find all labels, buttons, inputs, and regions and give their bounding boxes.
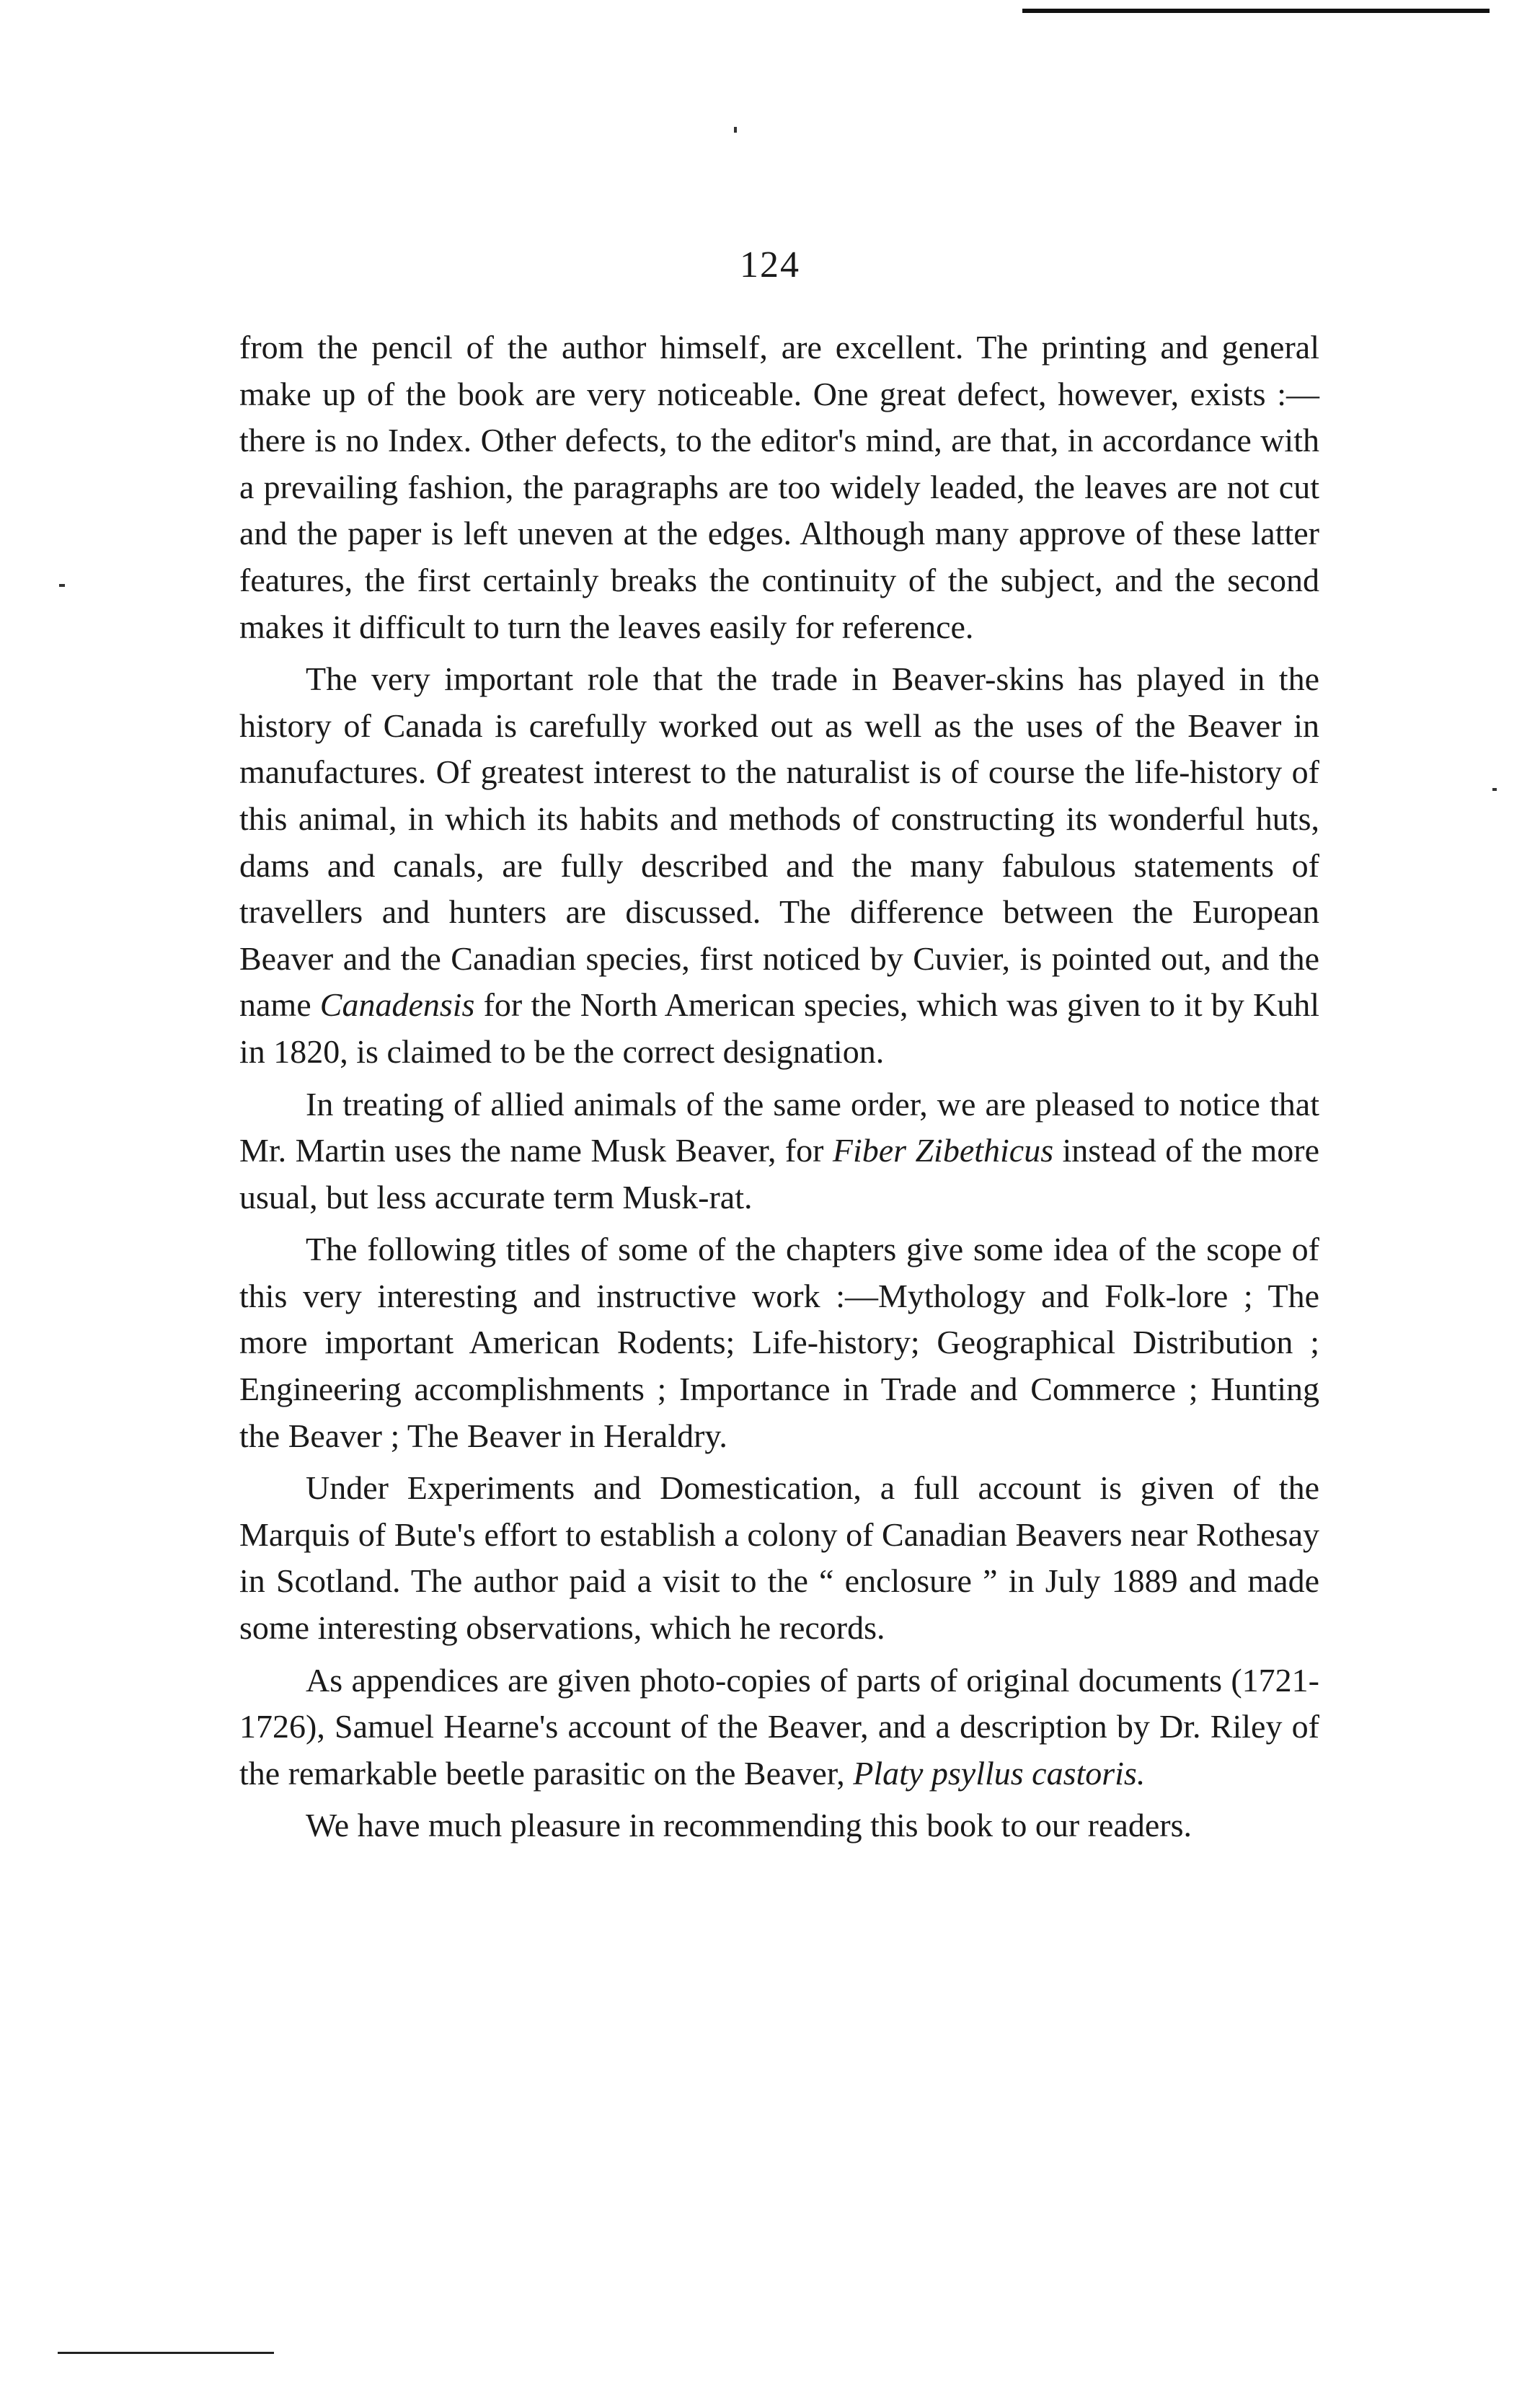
margin-mark — [1492, 788, 1497, 791]
paragraph-experiments — [239, 1465, 1319, 1651]
italic-term: Fiber Zibethicus — [832, 1132, 1054, 1169]
margin-mark — [734, 127, 737, 133]
italic-term: Platy psyllus castoris. — [853, 1754, 1146, 1792]
top-edge-rule — [1022, 9, 1490, 13]
paragraph-appendices — [239, 1657, 1319, 1797]
text-segment: In treating of allied animals of the same order, we are pleased to notice that Mr. Martin uses the name Musk Beaver, for — [239, 1085, 1319, 1169]
text-segment: We have much pleasure in recommending this book to our readers. — [306, 1807, 1192, 1844]
article-body — [239, 324, 1319, 1855]
paragraph-allied-animals — [239, 1081, 1319, 1221]
text-segment: instead of the more usual, but less accurate term Musk-rat. — [239, 1132, 1320, 1216]
text-segment: The following titles of some of the chapters give some idea of the scope of this very interesting and instructive work :—Mythology and Folk-lore ; The more important American Rodents; Life-history; Geographical Distribution ; Engineering accomplishments ; Importance in Trade and Commerce ; Hunting the Beaver ; The Beaver in Heraldry. — [239, 1231, 1319, 1454]
paragraph-recommendation — [239, 1802, 1319, 1849]
text-segment: The very important role that the trade in Beaver-skins has played in the history of Canada is carefully worked out as well as the uses of the Beaver in manufactures. Of greatest interest to the naturalist is of course the life-history of this animal, in which its habits and methods of constructing its wonderful huts, dams and canals, are fully described and the many fabulous statements of travellers and hunters are discussed. The difference between the European Beaver and the Canadian species, first noticed by Cuvier, is pointed out, and the name — [239, 660, 1319, 1024]
page-number: 124 — [740, 244, 800, 286]
italic-term: Canadensis — [319, 986, 475, 1024]
text-segment: for the North American species, which was given to it by Kuhl in 1820, is claimed to be the correct designation. — [239, 986, 1319, 1070]
paragraph-chapter-titles — [239, 1226, 1319, 1459]
text-segment: from the pencil of the author himself, are excellent. The printing and general make up of the book are very noticeable. One great defect, however, exists :—there is no Index. Other defects, to the editor's mind, are that, in accordance with a prevailing fashion, the paragraphs are too widely leaded, the leaves are not cut and the paper is left uneven at the edges. Although many approve of these latter features, the first certainly breaks the continuity of the subject, and the second makes it difficult to turn the leaves easily for reference. — [239, 329, 1319, 645]
paragraph-continuation — [239, 324, 1319, 650]
text-segment: Under Experiments and Domestication, a full account is given of the Marquis of Bute's effort to establish a colony of Canadian Beavers near Rothesay in Scotland. The author paid a visit to the “ enclosure ” in July 1889 and made some interesting observations, which he records. — [239, 1469, 1319, 1647]
text-segment: As appendices are given photo-copies of parts of original documents (1721-1726), Samuel Hearne's account of the Beaver, and a description by Dr. Riley of the remarkable beetle parasitic on the Beaver, — [239, 1661, 1319, 1792]
bottom-edge-rule — [58, 2352, 274, 2354]
paragraph-beaver-trade — [239, 656, 1319, 1075]
margin-mark — [59, 584, 65, 587]
